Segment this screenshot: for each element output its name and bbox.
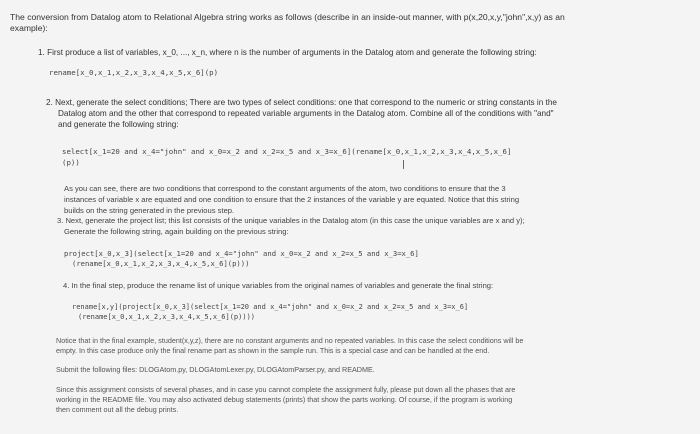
since-line-2: working in the README file. You may also activated debug statements (prints) that show the parts working. Of course, if the program is working: [56, 395, 513, 404]
since-line-1: Since this assignment consists of several phases, and in case you cannot complete the assignment fully, please put down all the phases that are: [56, 385, 516, 394]
since-line-3: then comment out all the debug prints.: [56, 405, 179, 414]
step-3-code-1: project[x_0,x_3](select[x_1=20 and x_4="john" and x_0=x_2 and x_2=x_5 and x_3=x_6]: [64, 249, 419, 258]
intro-line-2: example):: [10, 23, 48, 33]
step-2-code-1: select[x_1=20 and x_4="john" and x_0=x_2 and x_2=x_5 and x_3=x_6](rename[x_0,x_1,x_2,x_3,x_4,x_5,x_6]: [62, 147, 512, 156]
step-2-line-3: and generate the following string:: [58, 120, 179, 129]
step-1-code: rename[x_0,x_1,x_2,x_3,x_4,x_5,x_6](p): [49, 68, 219, 77]
step-2-line-1: 2. Next, generate the select conditions; There are two types of select conditions: one that correspond to the numeric or string constants in the: [46, 98, 557, 107]
explanation-line-1: As you can see, there are two conditions that correspond to the constant arguments of the atom, two conditions to ensure that the 3: [64, 184, 506, 193]
step-3-code-2: (rename[x_0,x_1,x_2,x_3,x_4,x_5,x_6](p))): [72, 259, 250, 268]
step-2-code-2: (p)): [62, 158, 80, 167]
step-4-code-1: rename[x,y](project[x_0,x_3](select[x_1=20 and x_4="john" and x_0=x_2 and x_2=x_5 and x_3=x_6]: [72, 303, 469, 311]
text-cursor: [403, 160, 404, 169]
step-3-line-1: 3. Next, generate the project list; this list consists of the unique variables in the Datalog atom (in this case the unique variables are x and y);: [57, 216, 525, 225]
notice-line-1: Notice that in the final example, student(x,y,z), there are no constant arguments and no repeated variables. In this case the select conditions will be: [56, 336, 524, 345]
notice-line-2: empty. In this case produce only the final rename part as shown in the sample run. This is a special case and can be handled at the end.: [56, 346, 490, 355]
explanation-line-3: builds on the string generated in the previous step.: [64, 206, 235, 215]
step-4-text: 4. In the final step, produce the rename list of unique variables from the original names of variables and generate the final string:: [63, 281, 494, 290]
step-1-text: 1. First produce a list of variables, x_0, ..., x_n, where n is the number of arguments in the Datalog atom and generate the following string:: [38, 48, 537, 57]
submit-files-text: Submit the following files: DLOGAtom.py, DLOGAtomLexer.py, DLOGAtomParser.py, and README.: [56, 365, 375, 374]
step-3-line-2: Generate the following string, again building on the previous string:: [64, 227, 289, 236]
intro-line-1: The conversion from Datalog atom to Relational Algebra string works as follows (describe in an inside-out manner, with p(x,20,x,y,"john",x,y) as an: [10, 12, 565, 22]
explanation-line-2: instances of variable x are equated and one condition to ensure that the 2 instances of the variable y are equated. Notice that this string: [64, 195, 520, 204]
step-4-code-2: (rename[x_0,x_1,x_2,x_3,x_4,x_5,x_6](p)))): [78, 313, 256, 321]
step-2-line-2: Datalog atom and the other that correspond to repeated variable arguments in the Datalog atom. Combine all of the conditions with "and": [58, 109, 554, 118]
